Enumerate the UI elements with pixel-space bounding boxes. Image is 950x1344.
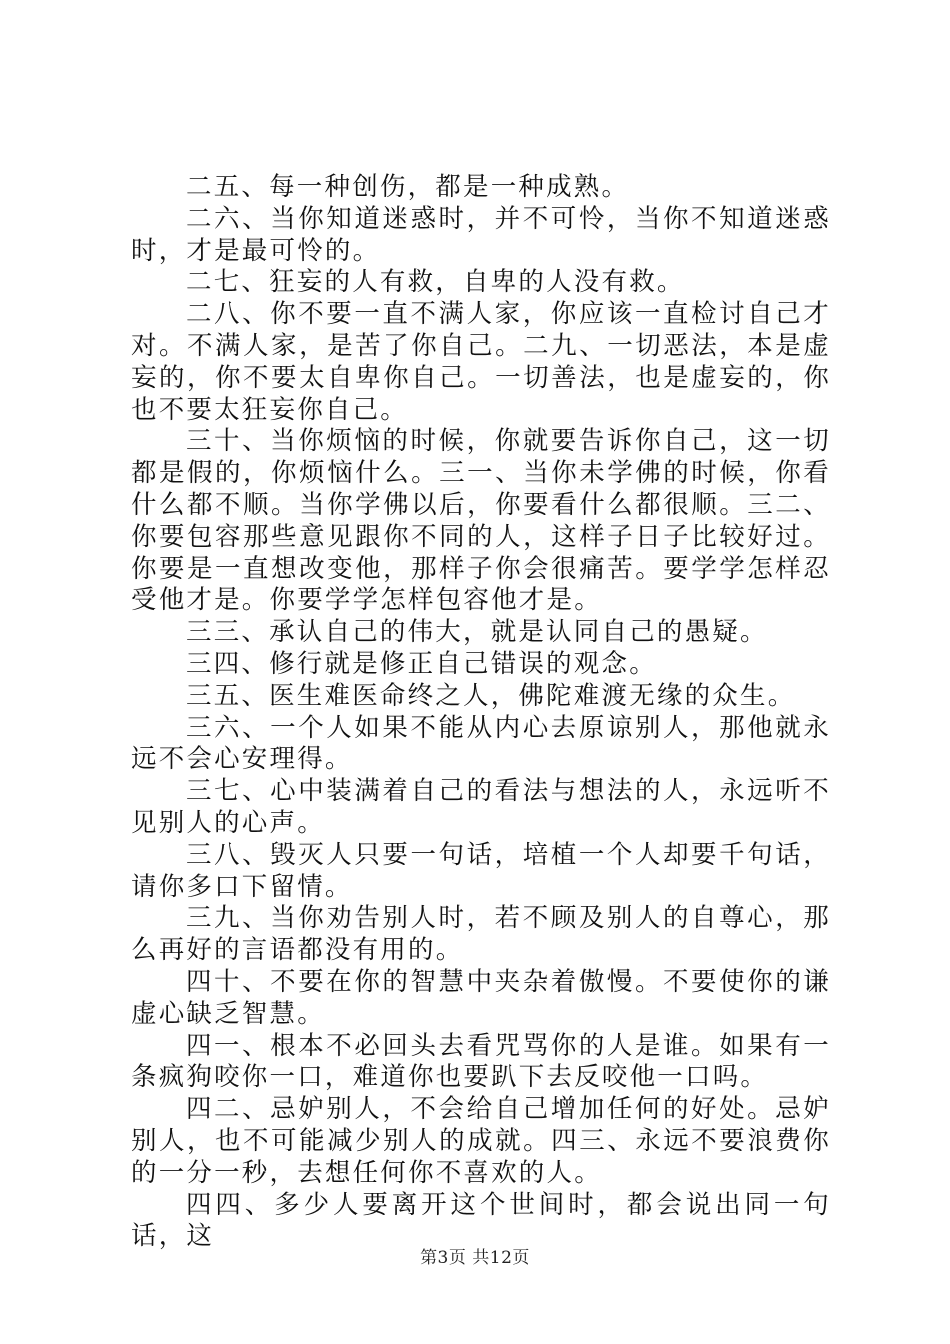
paragraph: 三七、心中装满着自己的看法与想法的人，永远听不见别人的心声。: [131, 776, 831, 838]
page-number-footer: 第3页 共12页: [420, 1248, 530, 1268]
paragraph: 三八、毁灭人只要一句话，培植一个人却要千句话，请你多口下留情。: [131, 839, 831, 902]
paragraph: 三六、一个人如果不能从内心去原谅别人，那他就永远不会心安理得。: [131, 712, 831, 775]
paragraph: 三三、承认自己的伟大，就是认同自己的愚疑。: [186, 617, 768, 648]
paragraph: 三五、医生难医命终之人，佛陀难渡无缘的众生。: [186, 680, 796, 711]
paragraph: 二八、你不要一直不满人家，你应该一直检讨自己才对。不满人家，是苦了你自己。二九、一切恶法，本是虚妄的，你不要太自卑你自己。一切善法，也是虚妄的，你也不要太狂妄你自己。: [131, 299, 831, 425]
paragraph: 二六、当你知道迷惑时，并不可怜，当你不知道迷惑时，才是最可怜的。: [131, 203, 831, 266]
paragraph: 四四、多少人要离开这个世间时，都会说出同一句话，这: [131, 1189, 831, 1252]
paragraph: 三四、修行就是修正自己错误的观念。: [186, 648, 657, 679]
paragraph: 三九、当你劝告别人时，若不顾及别人的自尊心，那么再好的言语都没有用的。: [131, 903, 831, 966]
document-body: [131, 172, 831, 1253]
paragraph: 四二、忌妒别人，不会给自己增加任何的好处。忌妒别人，也不可能减少别人的成就。四三、永远不要浪费你的一分一秒，去想任何你不喜欢的人。: [131, 1094, 831, 1188]
paragraph: 四一、根本不必回头去看咒骂你的人是谁。如果有一条疯狗咬你一口，难道你也要趴下去反咬他一口吗。: [131, 1030, 831, 1093]
paragraph: 四十、不要在你的智慧中夹杂着傲慢。不要使你的谦虚心缺乏智慧。: [131, 966, 831, 1029]
paragraph: 二五、每一种创伤，都是一种成熟。: [186, 172, 630, 202]
paragraph: 三十、当你烦恼的时候，你就要告诉你自己，这一切都是假的，你烦恼什么。三一、当你未学佛的时候，你看什么都不顺。当你学佛以后，你要看什么都很顺。三二、你要包容那些意见跟你不同的人，这样子日子比较好过。你要是一直想改变他，那样子你会很痛苦。要学学怎样忍受他才是。你要学学怎样包容他才是。: [131, 426, 831, 616]
paragraph: 二七、狂妄的人有救，自卑的人没有救。: [186, 267, 685, 298]
